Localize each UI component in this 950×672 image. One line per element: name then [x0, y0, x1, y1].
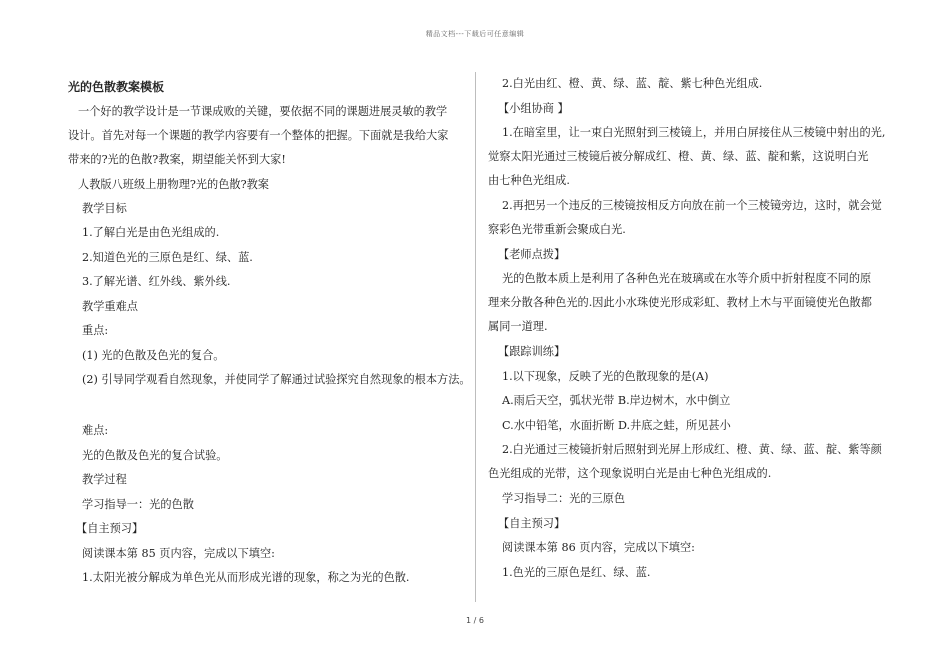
- text-line: 一个好的教学设计是一节课成败的关键，要依据不同的课题进展灵敏的教学: [78, 105, 448, 118]
- text-line: 难点:: [82, 424, 109, 437]
- text-line: 【自主预习】: [498, 517, 566, 530]
- text-line: 色光组成的光带，这个现象说明白光是由七种色光组成的.: [488, 467, 772, 480]
- text-line: 阅读课本第 86 页内容，完成以下填空:: [502, 541, 695, 554]
- text-line: 【小组协商 】: [498, 102, 569, 115]
- text-line: 觉察太阳光通过三棱镜后被分解成红、橙、黄、绿、蓝、靛和紫，这说明白光: [488, 150, 869, 163]
- text-line: 学习指导一：光的色散: [82, 498, 194, 511]
- text-line: 2.知道色光的三原色是红、绿、蓝.: [82, 251, 253, 264]
- text-line: 1.在暗室里，让一束白光照射到三棱镜上，并用白屏接住从三棱镜中射出的光,: [502, 126, 886, 139]
- text-line: 人教版八班级上册物理?光的色散?教案: [78, 178, 269, 191]
- text-line: 设计。首先对每一个课题的教学内容要有一个整体的把握。下面就是我给大家: [68, 129, 449, 142]
- text-line: C.水中铅笔，水面折断 D.井底之蛙，所见甚小: [502, 419, 731, 432]
- text-line: (1) 光的色散及色光的复合。: [82, 349, 225, 362]
- page-number: 1 / 6: [466, 616, 484, 625]
- text-line: 光的色散本质上是利用了各种色光在玻璃或在水等介质中折射程度不同的原: [502, 272, 872, 285]
- text-line: 学习指导二：光的三原色: [502, 492, 626, 505]
- text-line: 2.再把另一个违反的三棱镜按相反方向放在前一个三棱镜旁边，这时，就会觉: [502, 199, 882, 212]
- text-line: 理来分散各种色光的.因此小水珠使光形成彩虹、教材上木与平面镜使光色散都: [488, 296, 872, 309]
- text-line: 属同一道理.: [488, 320, 548, 333]
- text-line: 察彩色光带重新会聚成白光.: [488, 223, 626, 236]
- page-header: 精品文档---下载后可任意编辑: [425, 30, 525, 38]
- text-line: 1.太阳光被分解成为单色光从而形成光谱的现象，称之为光的色散.: [82, 571, 410, 584]
- text-line: 1.以下现象，反映了光的色散现象的是(A): [502, 370, 709, 383]
- text-line: 2.白光通过三棱镜折射后照射到光屏上形成红、橙、黄、绿、蓝、靛、紫等颜: [502, 443, 882, 456]
- text-line: 光的色散及色光的复合试验。: [82, 449, 228, 462]
- text-line: 阅读课本第 85 页内容，完成以下填空:: [82, 547, 275, 560]
- document-title: 光的色散教案模板: [68, 80, 165, 94]
- text-line: 由七种色光组成.: [488, 174, 570, 187]
- text-line: 1.了解白光是由色光组成的.: [82, 226, 220, 239]
- column-divider: [475, 72, 476, 602]
- text-line: 教学目标: [82, 202, 127, 215]
- text-line: 【老师点拨】: [498, 248, 566, 261]
- text-line: 1.色光的三原色是红、绿、蓝.: [502, 566, 651, 579]
- text-line: 教学重难点: [82, 300, 138, 313]
- text-line: 【自主预习】: [76, 522, 144, 535]
- text-line: 重点:: [82, 324, 109, 337]
- text-line: 带来的?光的色散?教案，期望能关怀到大家!: [68, 153, 286, 166]
- text-line: 教学过程: [82, 473, 127, 486]
- text-line: 【跟踪训练】: [498, 345, 566, 358]
- text-line: 2.白光由红、橙、黄、绿、蓝、靛、紫七种色光组成.: [502, 77, 763, 90]
- text-line: 3.了解光谱、红外线、紫外线.: [82, 275, 231, 288]
- text-line: (2) 引导同学观看自然现象，并使同学了解通过试验探究自然现象的根本方法。: [82, 373, 471, 386]
- text-line: A.雨后天空，弧状光带 B.岸边树木，水中倒立: [502, 394, 731, 407]
